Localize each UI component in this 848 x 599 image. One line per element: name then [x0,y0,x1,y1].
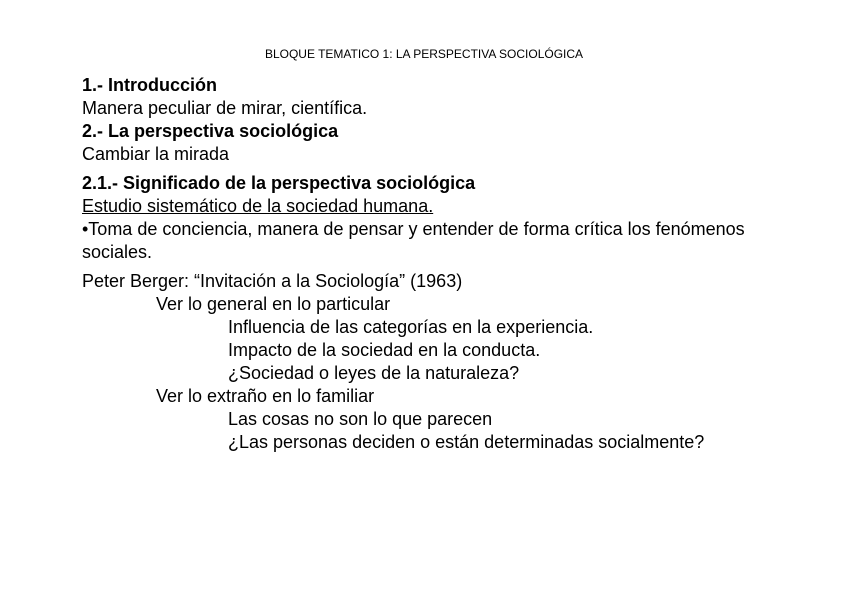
section-2-1-bullet: •Toma de conciencia, manera de pensar y entender de forma crítica los fenómenos sociales. [82,219,745,262]
group-1-title: Ver lo general en lo particular [156,294,391,314]
section-1-title: 1.- Introducción [82,75,217,95]
section-2-text: Cambiar la mirada [82,144,230,164]
group-2-title: Ver lo extraño en lo familiar [156,386,375,406]
section-2-1-underlined: Estudio sistemático de la sociedad humana. [82,196,434,216]
group-1-item: Influencia de las categorías en la experiencia. [228,317,594,337]
page-header: BLOQUE TEMATICO 1: LA PERSPECTIVA SOCIOLÓGICA [264,47,584,61]
group-2-item: Las cosas no son lo que parecen [228,409,493,429]
group-1-item: Impacto de la sociedad en la conducta. [228,340,541,360]
section-1-text: Manera peculiar de mirar, científica. [82,98,368,118]
berger-reference: Peter Berger: “Invitación a la Sociología” (1963) [82,271,463,291]
section-2-1-title: 2.1.- Significado de la perspectiva sociológica [82,173,476,193]
document-body [82,74,782,454]
section-2-title: 2.- La perspectiva sociológica [82,121,339,141]
group-2-item: ¿Las personas deciden o están determinadas socialmente? [228,432,705,452]
group-1-item: ¿Sociedad o leyes de la naturaleza? [228,363,520,383]
